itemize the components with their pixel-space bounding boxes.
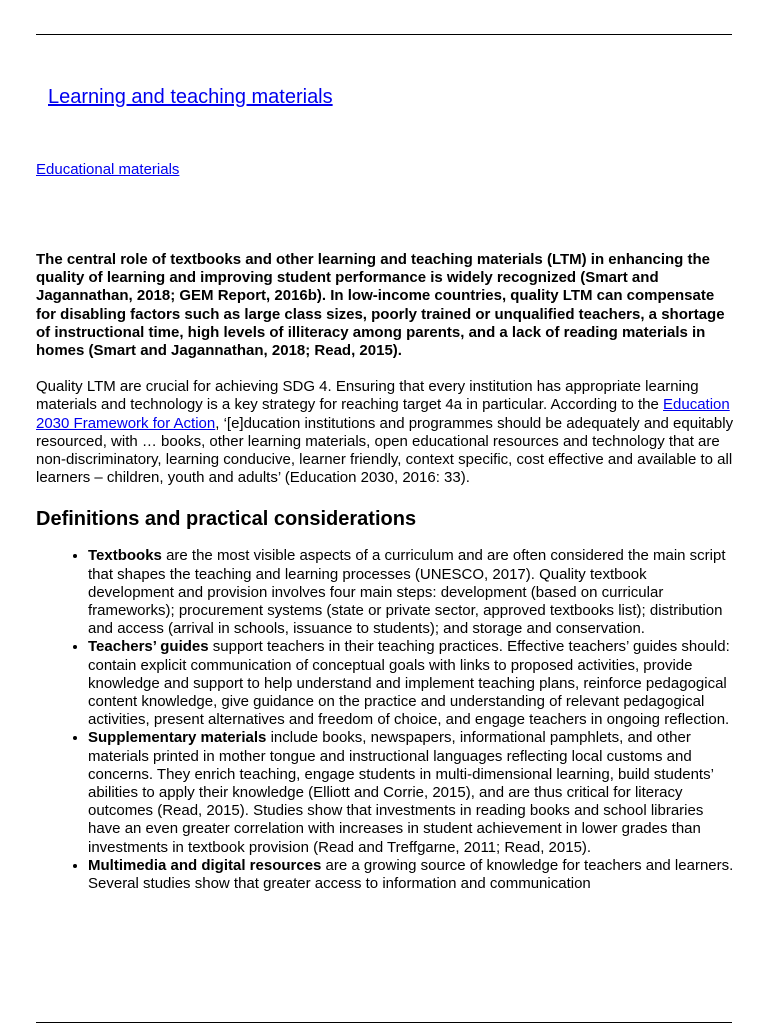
list-item-textbooks: [88, 547, 736, 638]
intro-paragraph: The central role of textbooks and other learning and teaching materials (LTM) in enhancing the quality of learning and improving student performance is widely recognized (Smart and Jagannathan, 2018; GEM Report, 2016b). In low-income countries, quality LTM can compensate for disabling factors such as large class sizes, poorly trained or unqualified teachers, a shortage of instructional time, high levels of illiteracy among parents, and a lack of reading materials in homes (Smart and Jagannathan, 2018; Read, 2015).: [36, 251, 725, 360]
term-label: Supplementary materials: [88, 729, 267, 747]
paragraph-text-before-link: Quality LTM are crucial for achieving SDG 4. Ensuring that every institution has appropriate learning materials and technology is a key strategy for reaching target 4a in particular. According to the: [36, 378, 699, 414]
title-link[interactable]: Learning and teaching materials: [48, 86, 333, 108]
section-heading: Definitions and practical considerations: [36, 508, 417, 531]
page-title: [48, 86, 333, 109]
list-item-supplementary-materials: [88, 729, 736, 856]
body-paragraph: [36, 378, 736, 487]
article-body: [36, 251, 736, 893]
definitions-list: [36, 547, 736, 893]
term-label: Teachers’ guides: [88, 638, 209, 656]
term-label: Textbooks: [88, 547, 162, 565]
term-description: include books, newspapers, informational pamphlets, and other materials printed in mother tongue and instructional languages reflecting local customs and concerns. They enrich teaching, engage students in multi-dimensional learning, build students’ abilities to apply their knowledge (Elliott and Corrie, 2015), and are thus critical for literacy outcomes (Read, 2015). Studies show that investments in reading books and school libraries have an even greater correlation with increases in student achievement in lower grades than investments in textbook provision (Read and Treffgarne, 2011; Read, 2015).: [88, 729, 714, 856]
bottom-rule: [36, 1022, 732, 1023]
top-rule: [36, 34, 732, 35]
breadcrumb: [36, 161, 179, 178]
term-label: Multimedia and digital resources: [88, 856, 322, 874]
list-item-multimedia: [88, 857, 736, 893]
paragraph-text-after-link: , ‘[e]ducation institutions and programmes should be adequately and equitably resourced, with … books, other learning materials, open educational resources and technology that are non-discriminatory, learning conducive, learner friendly, context specific, cost effective and available to all learners – children, youth and adults’ (Education 2030, 2016: 33).: [36, 414, 734, 487]
term-description: support teachers in their teaching practices. Effective teachers’ guides should: contain explicit communication of conceptual goals with links to proposed activities, provide knowledge and support to help understand and implement teaching plans, reinforce pedagogical content knowledge, give guidance on the practice and understanding of relevant pedagogical activities, present alternatives and freedom of choice, and engage teachers in ongoing reflection.: [88, 638, 730, 729]
framework-link[interactable]: Education 2030 Framework for Action: [36, 396, 730, 432]
list-item-teachers-guides: [88, 638, 736, 729]
educational-materials-link[interactable]: Educational materials: [36, 161, 180, 178]
term-description: are the most visible aspects of a curriculum and are often considered the main script that shapes the teaching and learning processes (UNESCO, 2017). Quality textbook development and provision involves four main steps: development (based on curricular frameworks); procurement systems (state or private sector, approved textbooks list); distribution and access (arrival in schools, issuance to students); and storage and conservation.: [88, 547, 726, 638]
term-description: are a growing source of knowledge for teachers and learners. Several studies show that greater access to information and communication: [88, 856, 734, 893]
